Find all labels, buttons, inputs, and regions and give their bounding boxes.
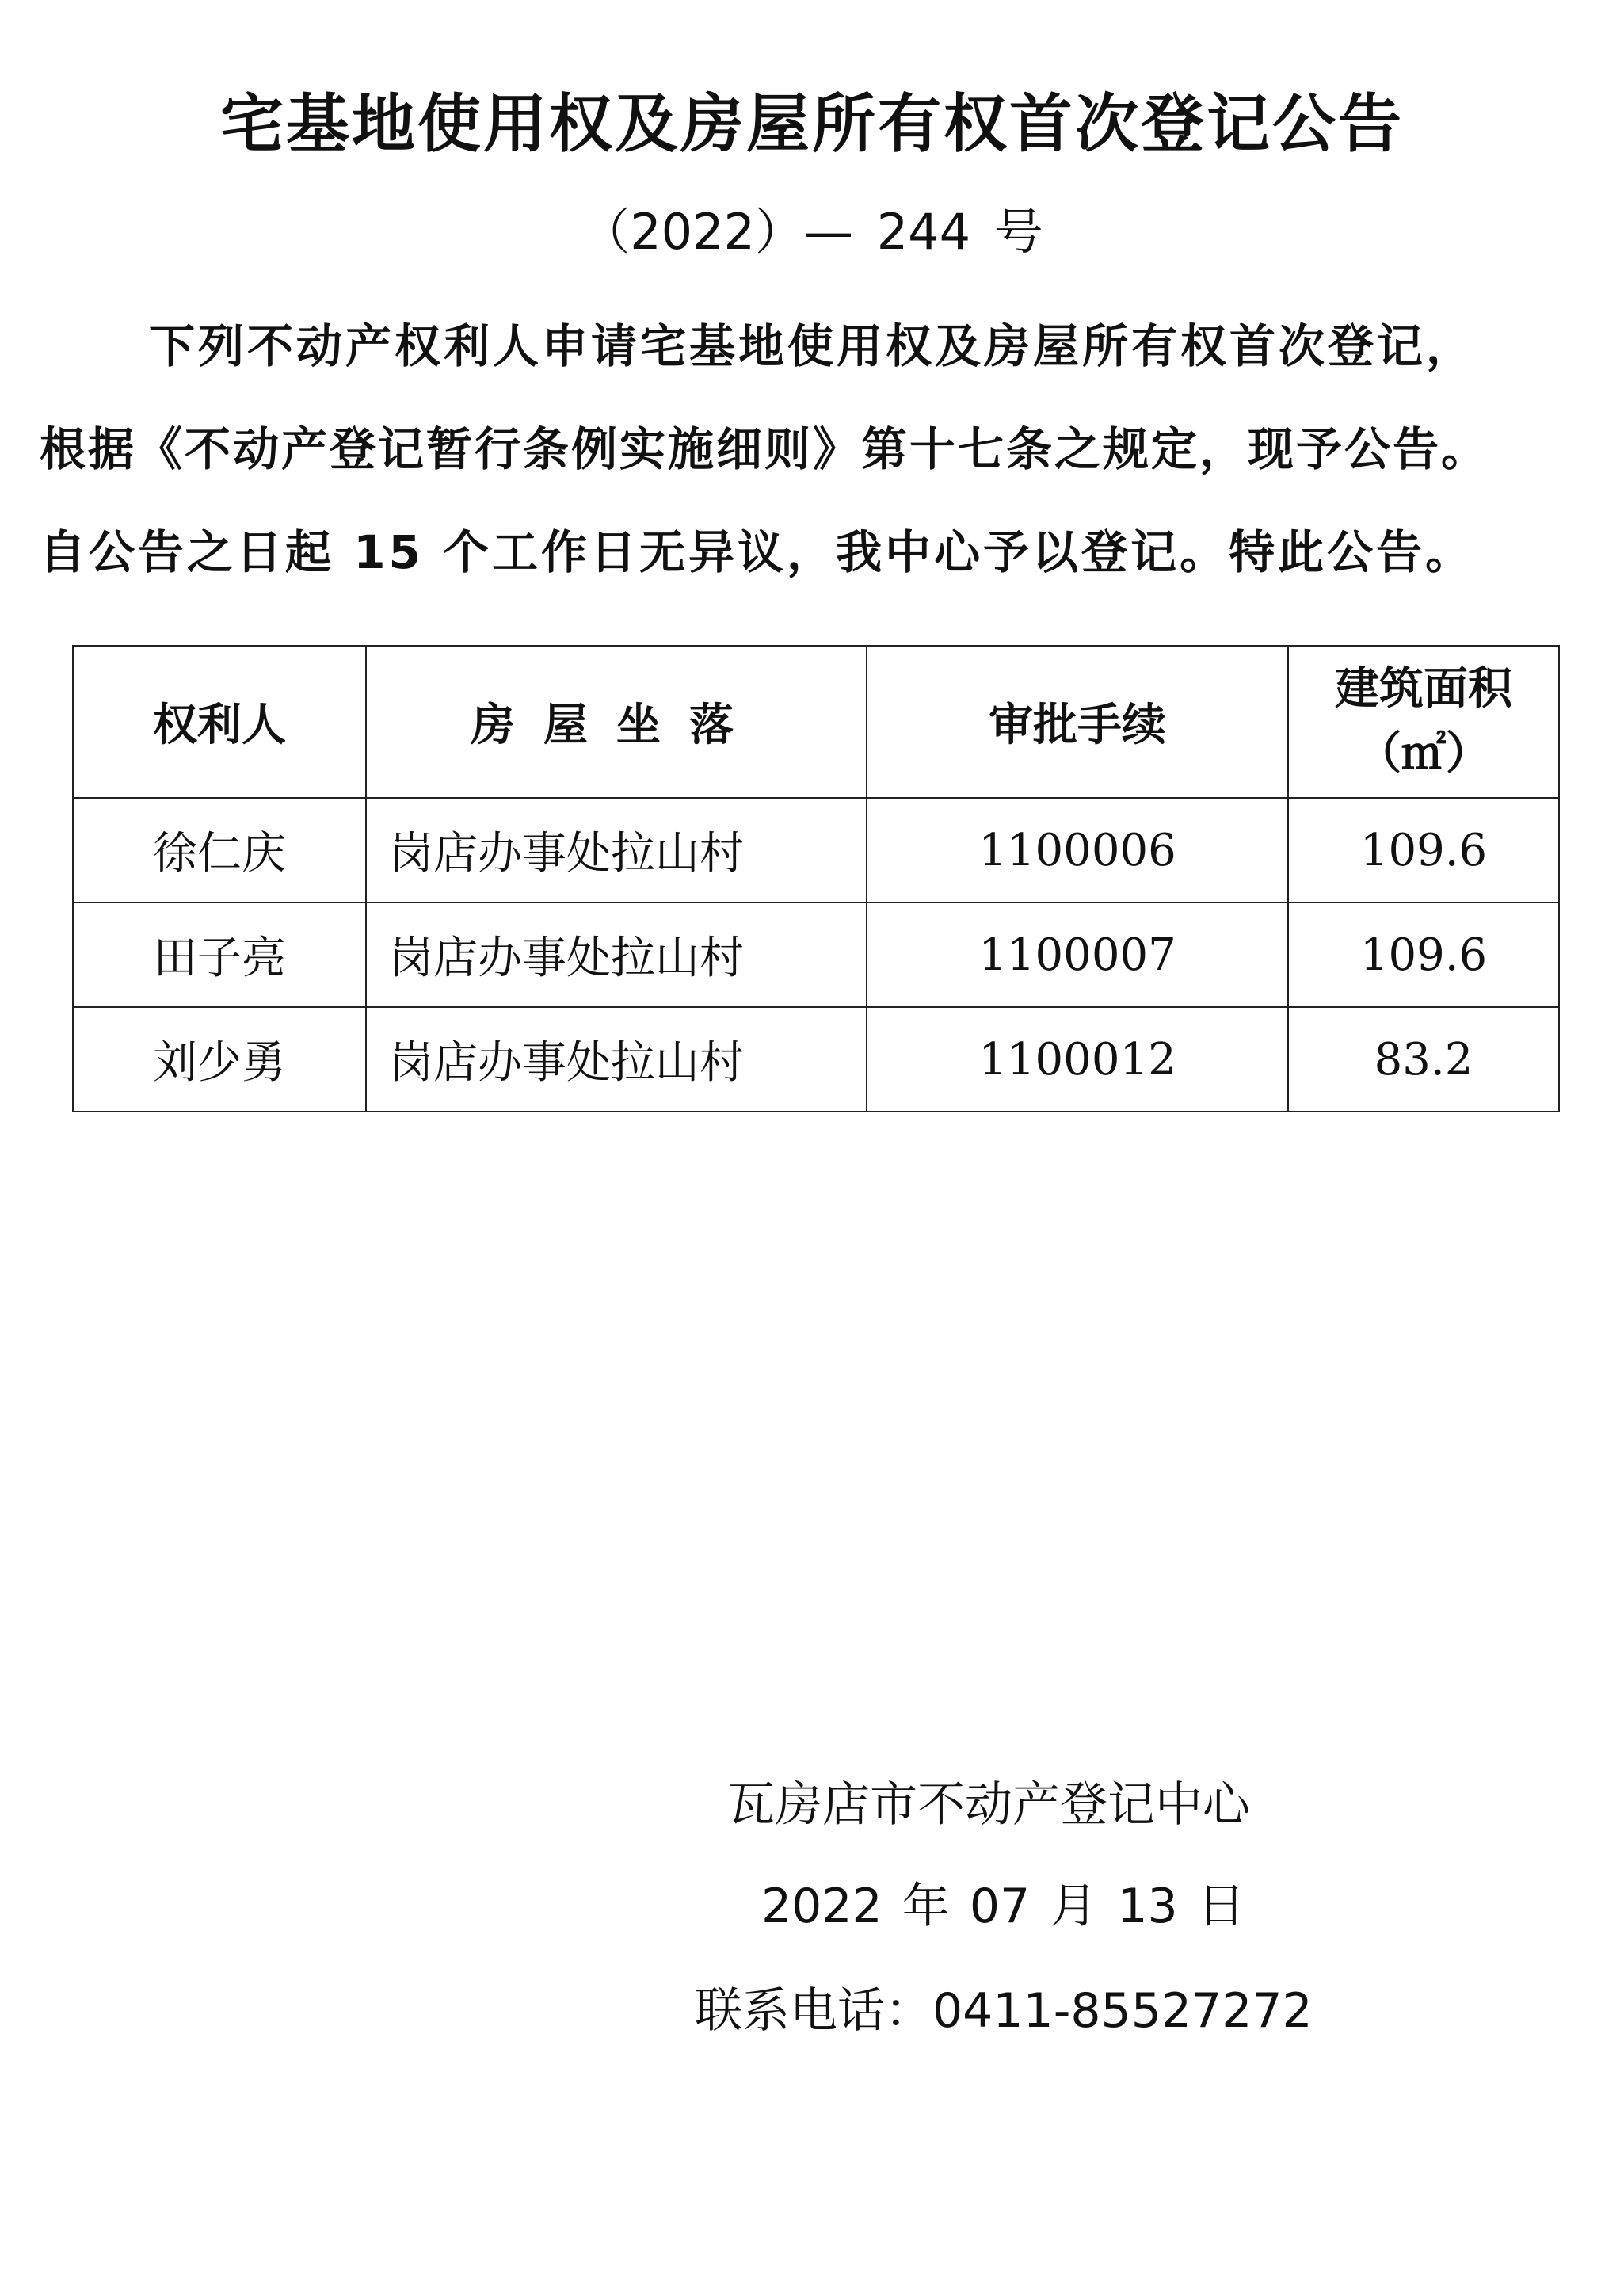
- cell-approval: 1100007: [867, 902, 1288, 1007]
- cell-approval: 1100012: [867, 1007, 1288, 1112]
- cell-approval: 1100006: [867, 798, 1288, 902]
- table-row: [73, 798, 1559, 902]
- header-owner: 权利人: [73, 646, 366, 798]
- issuer-name: 瓦房店市不动产登记中心: [727, 1777, 1250, 1833]
- issue-date: 2022 年 07 月 13 日: [761, 1879, 1245, 1934]
- header-location-label: 房屋坐落: [471, 700, 762, 751]
- cell-location: 岗店办事处拉山村: [366, 798, 867, 902]
- body-paragraph-line-1: 下列不动产权利人申请宅基地使用权及房屋所有权首次登记，: [149, 319, 1476, 373]
- contact-phone: 联系电话：0411-85527272: [695, 1983, 1313, 2039]
- body-paragraph-line-2: 根据《不动产登记暂行条例实施细则》第十七条之规定，现予公告。: [40, 422, 1490, 476]
- registration-table: [72, 645, 1560, 1112]
- cell-area: 83.2: [1288, 1007, 1559, 1112]
- header-area: [1288, 646, 1559, 798]
- cell-location: 岗店办事处拉山村: [366, 1007, 867, 1112]
- cell-owner: 徐仁庆: [73, 798, 366, 902]
- document-number: （2022）— 244 号: [581, 203, 1043, 261]
- header-location: [366, 646, 867, 798]
- header-area-unit: （㎡）: [1357, 728, 1490, 780]
- body-paragraph-line-3: 自公告之日起 15 个工作日无异议，我中心予以登记。特此公告。: [40, 525, 1475, 579]
- cell-owner: 刘少勇: [73, 1007, 366, 1112]
- table-row: [73, 902, 1559, 1007]
- cell-owner: 田子亮: [73, 902, 366, 1007]
- page-title: 宅基地使用权及房屋所有权首次登记公告: [220, 87, 1404, 161]
- table-row: [73, 1007, 1559, 1112]
- table-header-row: [73, 646, 1559, 798]
- header-area-label: 建筑面积: [1335, 663, 1512, 715]
- cell-location: 岗店办事处拉山村: [366, 902, 867, 1007]
- cell-area: 109.6: [1288, 902, 1559, 1007]
- header-approval: 审批手续: [867, 646, 1288, 798]
- cell-area: 109.6: [1288, 798, 1559, 902]
